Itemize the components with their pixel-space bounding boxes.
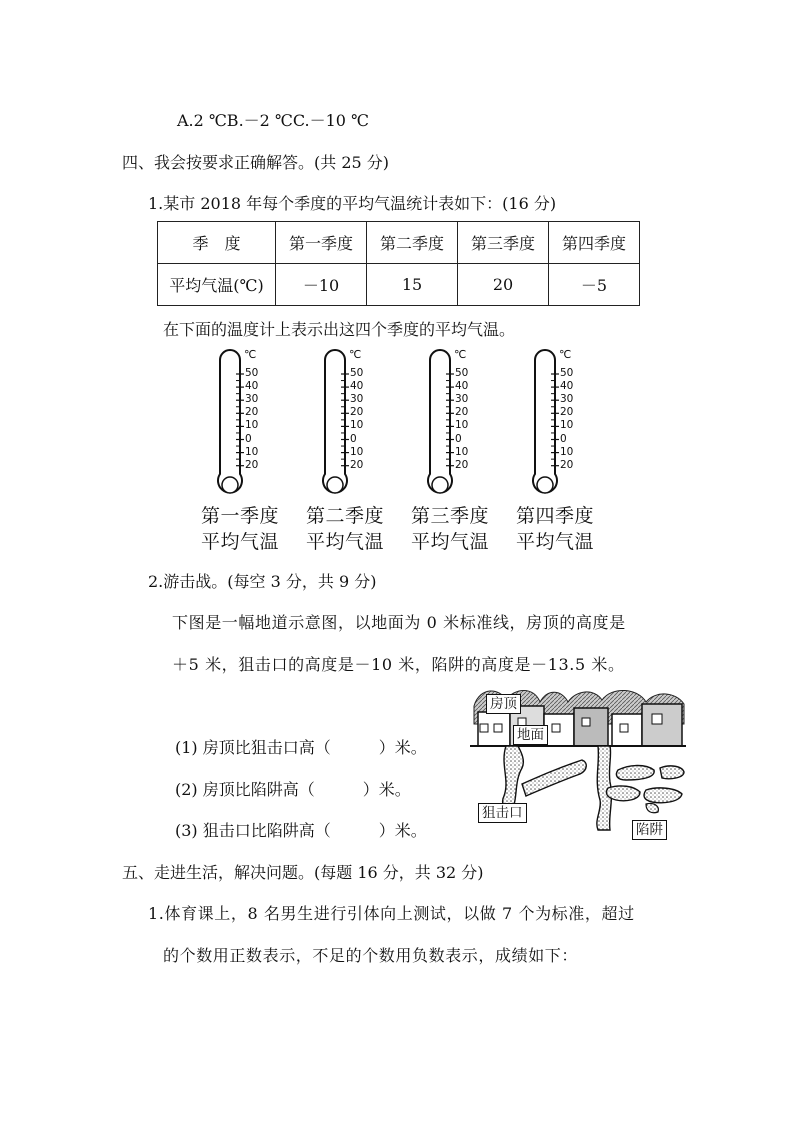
thermometer-tick-label: 20: [560, 406, 574, 419]
caption-line: 第一季度: [200, 505, 279, 527]
thermometer-tick-label: 10: [560, 445, 574, 458]
tunnel-diagram: [470, 684, 686, 840]
thermometer: [410, 346, 520, 498]
thermometer-tick-label: 50: [560, 367, 574, 379]
thermometer-tick-label: 30: [245, 393, 259, 406]
question-1-title: 1.某市 2018 年每个季度的平均气温统计表如下：(16 分): [148, 194, 557, 213]
caption-line: 平均气温: [410, 531, 489, 553]
thermometer-tick-label: 30: [455, 393, 469, 406]
sub-question-3: (3) 狙击口比陷阱高（ ）米。: [175, 821, 427, 840]
sub-question-2: (2) 房顶比陷阱高（ ）米。: [175, 780, 411, 799]
label-ground: 地面: [513, 725, 548, 745]
thermometer-tick-label: 40: [560, 380, 574, 393]
thermometer-tick-label: 20: [245, 406, 259, 419]
thermometer-tick-label: 50: [350, 367, 364, 379]
thermometer-tick-label: 40: [245, 380, 259, 393]
thermometer-tick-label: 40: [350, 380, 364, 393]
thermometer-tick-label: 30: [560, 393, 574, 406]
table-header-cell: 第三季度: [458, 222, 549, 264]
section-5-title: 五、走进生活，解决问题。(每题 16 分，共 32 分): [122, 863, 484, 882]
thermometer-unit: ℃: [454, 348, 467, 361]
table-header-cell: 第四季度: [549, 222, 640, 264]
thermometer-tick-label: 10: [455, 445, 469, 458]
thermometer-instruction: 在下面的温度计上表示出这四个季度的平均气温。: [163, 320, 516, 339]
table-header-cell: 季 度: [158, 222, 276, 264]
thermometer: [515, 346, 625, 498]
thermometer-tick-label: 10: [350, 419, 364, 432]
thermometer-tick-label: 10: [350, 445, 364, 458]
thermometer-tick-label: 20: [455, 458, 469, 471]
thermometer-tick-label: 20: [350, 458, 364, 471]
thermometer-tick-label: 10: [245, 445, 259, 458]
temperature-table: [157, 221, 640, 306]
thermometer-tick-label: 10: [560, 419, 574, 432]
caption-line: 平均气温: [305, 531, 384, 553]
label-roof: 房顶: [486, 694, 521, 714]
caption-line: 第四季度: [515, 505, 594, 527]
thermometer-tick-label: 0: [245, 432, 252, 445]
thermometer-tick-label: 30: [350, 393, 364, 406]
table-header-cell: 第一季度: [276, 222, 367, 264]
table-header-cell: 第二季度: [367, 222, 458, 264]
thermometer-tick-label: 20: [245, 458, 259, 471]
label-trap: 陷阱: [632, 820, 667, 840]
answer-choices: A.2 ℃B.－2 ℃C.－10 ℃: [177, 111, 369, 130]
thermometer-tick-label: 20: [560, 458, 574, 471]
section-5-question-1: 1.体育课上，8 名男生进行引体向上测试，以做 7 个为标准，超过: [148, 904, 635, 923]
thermometer-tick-label: 0: [560, 432, 567, 445]
thermometer-unit: ℃: [559, 348, 572, 361]
caption-q4: [500, 503, 610, 555]
label-sniper-port: 狙击口: [478, 803, 527, 823]
thermometer-tick-label: 40: [455, 380, 469, 393]
question-2-desc: 下图是一幅地道示意图，以地面为 0 米标准线，房顶的高度是: [172, 613, 626, 632]
thermometer: [305, 346, 415, 498]
thermometer-tick-label: 0: [455, 432, 462, 445]
caption-q3: [395, 503, 505, 555]
thermometer-unit: ℃: [349, 348, 362, 361]
question-2-desc: ＋5 米，狙击口的高度是－10 米，陷阱的高度是－13.5 米。: [172, 655, 625, 674]
table-cell: 平均气温(℃): [158, 264, 276, 306]
table-cell: －5: [549, 264, 640, 306]
thermometer-tick-label: 10: [245, 419, 259, 432]
thermometer: [200, 346, 310, 498]
table-cell: 15: [367, 264, 458, 306]
section-5-question-1: 的个数用正数表示，不足的个数用负数表示，成绩如下：: [163, 946, 579, 965]
thermometer-tick-label: 20: [455, 406, 469, 419]
thermometer-tick-label: 20: [350, 406, 364, 419]
section-4-title: 四、我会按要求正确解答。(共 25 分): [122, 153, 390, 172]
question-2-title: 2.游击战。(每空 3 分，共 9 分): [148, 572, 377, 591]
caption-q1: [185, 503, 295, 555]
table-cell: －10: [276, 264, 367, 306]
table-row: [158, 264, 640, 306]
caption-line: 第二季度: [305, 505, 384, 527]
caption-line: 平均气温: [200, 531, 279, 553]
thermometer-tick-label: 10: [455, 419, 469, 432]
caption-line: 第三季度: [410, 505, 489, 527]
thermometer-unit: ℃: [244, 348, 257, 361]
table-header-row: [158, 222, 640, 264]
thermometer-tick-label: 50: [455, 367, 469, 379]
thermometer-tick-label: 50: [245, 367, 259, 379]
thermometer-tick-label: 0: [350, 432, 357, 445]
sub-question-1: (1) 房顶比狙击口高（ ）米。: [175, 738, 427, 757]
caption-line: 平均气温: [515, 531, 594, 553]
table-cell: 20: [458, 264, 549, 306]
caption-q2: [290, 503, 400, 555]
